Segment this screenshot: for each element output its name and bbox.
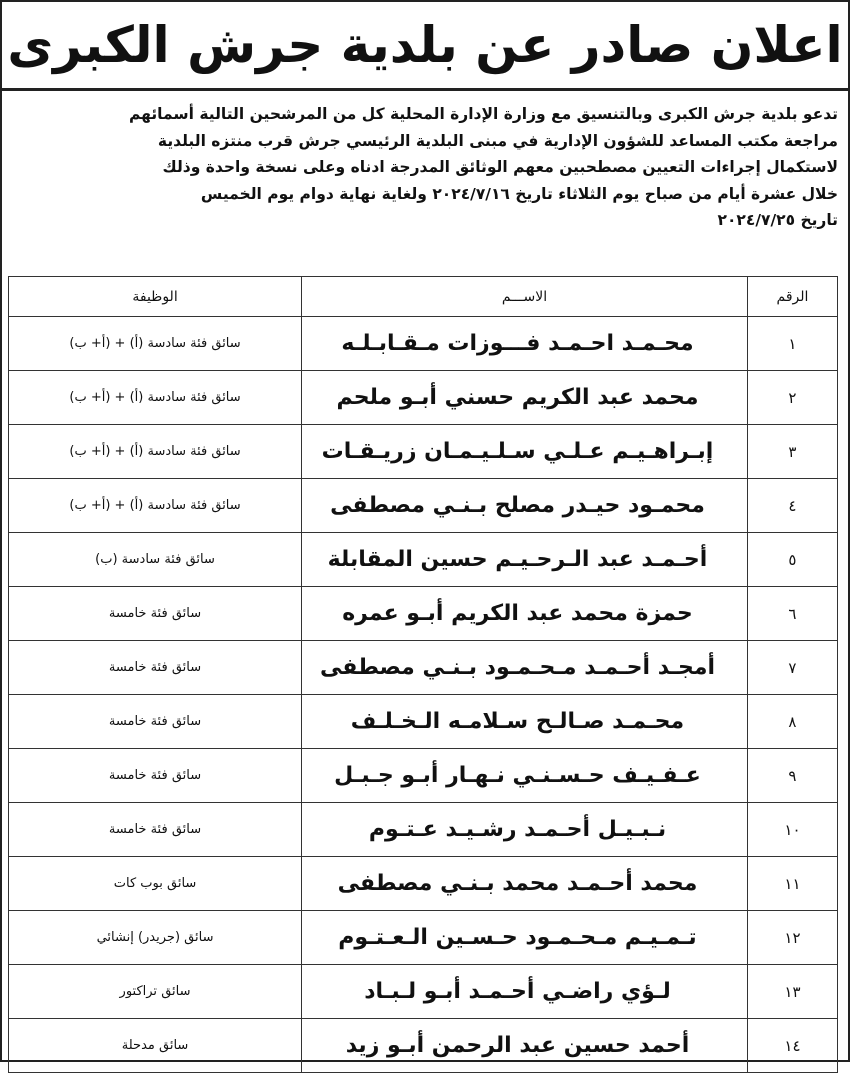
- row-number: ٨: [747, 695, 837, 749]
- table-row: [9, 965, 838, 1019]
- row-name: محـمـد صـالـح سـلامـه الـخـلـف: [302, 695, 748, 749]
- row-number: ٤: [747, 479, 837, 533]
- row-job: سائق فئة سادسة (أ) + (أ+ ب): [9, 317, 302, 371]
- row-name: نـبـيـل أحـمـد رشـيـد عـتـوم: [302, 803, 748, 857]
- table-row: [9, 425, 838, 479]
- row-number: ٣: [747, 425, 837, 479]
- row-name: محمد أحـمـد محمد بـنـي مصطفى: [302, 857, 748, 911]
- body-line: تاريخ ٢٠٢٤/٧/٢٥: [717, 211, 838, 229]
- row-job: سائق فئة سادسة (أ) + (أ+ ب): [9, 371, 302, 425]
- candidates-table: [8, 276, 838, 1073]
- body-line: خلال عشرة أيام من صباح يوم الثلاثاء تاريخ ٢٠٢٤/٧/١٦ ولغاية نهاية دوام يوم الخميس: [200, 184, 838, 203]
- table-row: [9, 587, 838, 641]
- body-line: مراجعة مكتب المساعد للشؤون الإدارية في مبنى البلدية الرئيسي جرش قرب منتزه البلدية: [157, 131, 838, 150]
- row-job: سائق فئة خامسة: [9, 587, 302, 641]
- body-line: لاستكمال إجراءات التعيين مصطحبين معهم الوثائق المدرجة ادناه وعلى نسخة واحدة وذلك: [162, 158, 838, 176]
- row-number: ١١: [747, 857, 837, 911]
- announcement-body: [10, 101, 838, 234]
- row-number: ٢: [747, 371, 837, 425]
- table-row: [9, 479, 838, 533]
- table-row: [9, 749, 838, 803]
- table-row: [9, 803, 838, 857]
- row-job: سائق فئة خامسة: [9, 803, 302, 857]
- table-row: [9, 695, 838, 749]
- row-number: ١٣: [747, 965, 837, 1019]
- row-job: سائق (جريدر) إنشائي: [9, 911, 302, 965]
- row-job: سائق فئة سادسة (ب): [9, 533, 302, 587]
- row-name: تـمـيـم مـحـمـود حـسـين الـعـتـوم: [302, 911, 748, 965]
- row-name: لـؤي راضـي أحـمـد أبـو لـبـاد: [302, 965, 748, 1019]
- table-row: [9, 857, 838, 911]
- table-row: [9, 317, 838, 371]
- row-job: سائق فئة خامسة: [9, 695, 302, 749]
- row-job: سائق بوب كات: [9, 857, 302, 911]
- row-job: سائق فئة سادسة (أ) + (أ+ ب): [9, 479, 302, 533]
- row-number: ٦: [747, 587, 837, 641]
- row-name: محـمـد احـمـد فـــوزات مـقـابـلـه: [302, 317, 748, 371]
- row-number: ٥: [747, 533, 837, 587]
- row-name: أحـمـد عبد الـرحـيـم حسين المقابلة: [302, 533, 748, 587]
- row-number: ١٠: [747, 803, 837, 857]
- row-number: ١٤: [747, 1019, 837, 1073]
- row-number: ١٢: [747, 911, 837, 965]
- row-job: سائق فئة خامسة: [9, 641, 302, 695]
- row-number: ١: [747, 317, 837, 371]
- header-job: الوظيفة: [9, 277, 302, 317]
- row-job: سائق فئة خامسة: [9, 749, 302, 803]
- table-row: [9, 371, 838, 425]
- row-name: أحمد حسين عبد الرحمن أبـو زيد: [302, 1019, 748, 1073]
- row-number: ٧: [747, 641, 837, 695]
- table-header-row: [9, 277, 838, 317]
- row-name: محمد عبد الكريم حسني أبـو ملحم: [302, 371, 748, 425]
- announcement-title: اعلان صادر عن بلدية جرش الكبرى: [2, 2, 848, 91]
- row-job: سائق تراكتور: [9, 965, 302, 1019]
- row-job: سائق مدحلة: [9, 1019, 302, 1073]
- row-number: ٩: [747, 749, 837, 803]
- row-name: إبـراهـيـم عـلـي سـلـيـمـان زريـقـات: [302, 425, 748, 479]
- header-number: الرقم: [747, 277, 837, 317]
- table-row: [9, 1019, 838, 1073]
- table-row: [9, 641, 838, 695]
- row-name: حمزة محمد عبد الكريم أبـو عمره: [302, 587, 748, 641]
- row-name: أمجـد أحـمـد مـحـمـود بـنـي مصطفى: [302, 641, 748, 695]
- body-line: تدعو بلدية جرش الكبرى وبالتنسيق مع وزارة الإدارة المحلية كل من المرشحين التالية أسمائهم: [128, 105, 838, 123]
- table-row: [9, 911, 838, 965]
- row-name: عـفـيـف حـسـنـي نـهـار أبـو جـبـل: [302, 749, 748, 803]
- row-job: سائق فئة سادسة (أ) + (أ+ ب): [9, 425, 302, 479]
- header-name: الاســـم: [302, 277, 748, 317]
- row-name: محمـود حيـدر مصلح بـنـي مصطفى: [302, 479, 748, 533]
- table-row: [9, 533, 838, 587]
